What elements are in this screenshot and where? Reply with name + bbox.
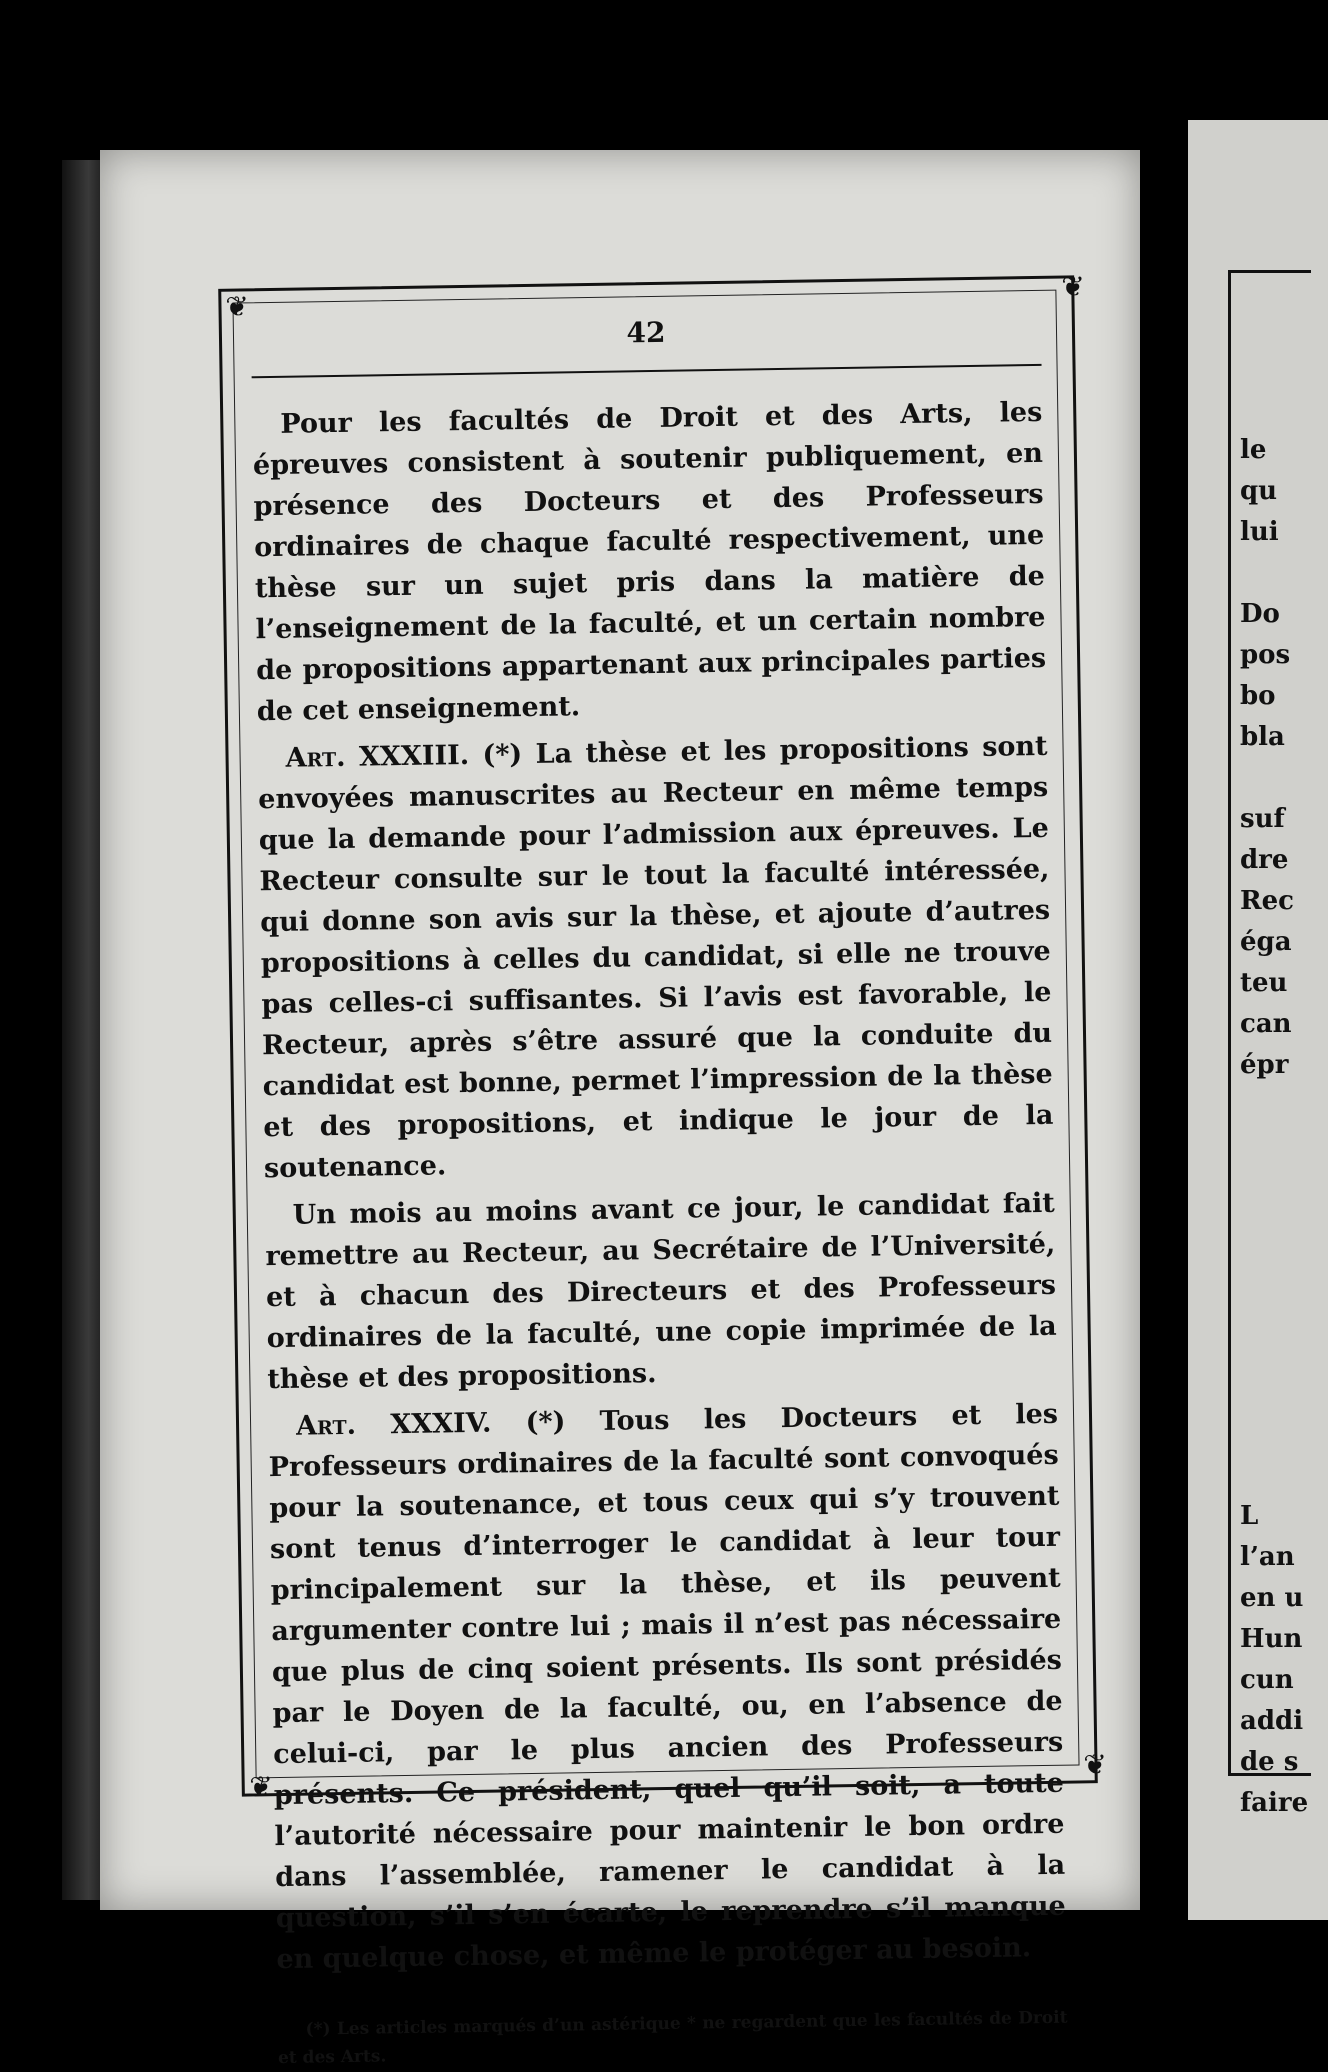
paragraph [268,1394,1067,1980]
adjacent-line: bla [1240,722,1285,752]
paragraph-text: Un mois au moins avant ce jour, le candidat fait remettre au Recteur, au Secrétaire de l’Université, et à chacun des Directeurs et des Professeurs ordinaires de la faculté, une copie imprimée de la thèse et des propositions. [265,1187,1057,1396]
corner-ornament-icon: ❦ [1061,270,1085,303]
adjacent-line: addi [1240,1706,1304,1736]
paragraph-text: Pour les facultés de Droit et des Arts, les épreuves consistent à soutenir publiquement, en présence des Docteurs et des Professeurs ordinaires de chaque faculté respectivement, une thèse sur un sujet pris dans la matière de l’enseignement de la faculté, et un certain nombre de propositions appartenant aux principales parties de cet enseignement. [252,396,1047,728]
paragraph [252,392,1047,732]
adjacent-line: Do [1240,599,1280,629]
adjacent-line: bo [1240,681,1276,711]
adjacent-line: L [1240,1501,1259,1531]
adjacent-line: qu [1240,476,1278,506]
adjacent-page-text [1240,430,1309,1824]
corner-ornament-icon: ❦ [1083,1748,1107,1781]
page-content [251,304,1068,2069]
header-rule [252,364,1042,378]
adjacent-line: cun [1240,1665,1294,1695]
corner-ornament-icon: ❦ [249,1770,273,1803]
body-text [252,392,1067,1980]
paragraph-text: (*) Tous les Docteurs et les Professeurs ordinaires de la faculté sont convoqués pour la soutenance, et tous ceux qui s’y trouvent sont tenus d’interroger le candidat à leur tour principalement sur la thèse, et ils peuvent argumenter contre lui ; mais il n’est pas nécessaire que plus de cinq soient présents. Ils sont présidés par le Doyen de la faculté, ou, en l’absence de celui-ci, par le plus ancien des Professeurs présents. Ce président, quel qu’il soit, a toute l’autorité nécessaire pour maintenir le bon ordre dans l’assemblée, ramener le candidat à la question, s’il s’en écarte, le reprendre s’il manque en quelque chose, et même le protéger au besoin. [268,1398,1066,1976]
adjacent-line: le [1240,435,1267,465]
adjacent-line: pos [1240,640,1291,670]
adjacent-line: faire [1240,1788,1309,1818]
adjacent-line: épr [1240,1050,1289,1080]
adjacent-line: éga [1240,927,1292,957]
article-heading: Art. XXXIII. [285,739,470,774]
adjacent-line: en u [1240,1583,1304,1613]
adjacent-line: l’an [1240,1542,1295,1572]
adjacent-line: de s [1240,1747,1299,1777]
paragraph-text: (*) La thèse et les propositions sont envoyées manuscrites au Recteur en même temps que la demande pour l’admission aux épreuves. Le Recteur consulte sur le tout la faculté intéressée, qui donne son avis sur la thèse, et ajoute d’autres propositions à celles du candidat, si elle ne trouve pas celles-ci suffisantes. Si l’avis est favorable, le Recteur, après s’être assuré que la conduite du candidat est bonne, permet l’impression de la thèse et des propositions, et indique le jour de la soutenance. [258,730,1054,1185]
adjacent-gap [1240,1086,1300,1496]
adjacent-line: Rec [1240,886,1294,916]
paragraph [264,1183,1057,1400]
page-number: 42 [626,315,666,350]
adjacent-line [1240,553,1300,594]
adjacent-line [1240,758,1300,799]
footnote: (*) Les articles marqués d’un astérique * ne regardent que les facultés de Droit et des Arts. [277,2007,1068,2069]
adjacent-line: suf [1240,804,1285,834]
adjacent-line: lui [1240,517,1279,547]
adjacent-line: Hun [1240,1624,1303,1654]
article-heading: Art. XXXIV. [295,1407,492,1442]
paragraph [257,726,1054,1189]
corner-ornament-icon: ❦ [225,290,249,323]
adjacent-line: can [1240,1009,1292,1039]
adjacent-line: dre [1240,845,1289,875]
adjacent-line: teu [1240,968,1288,998]
